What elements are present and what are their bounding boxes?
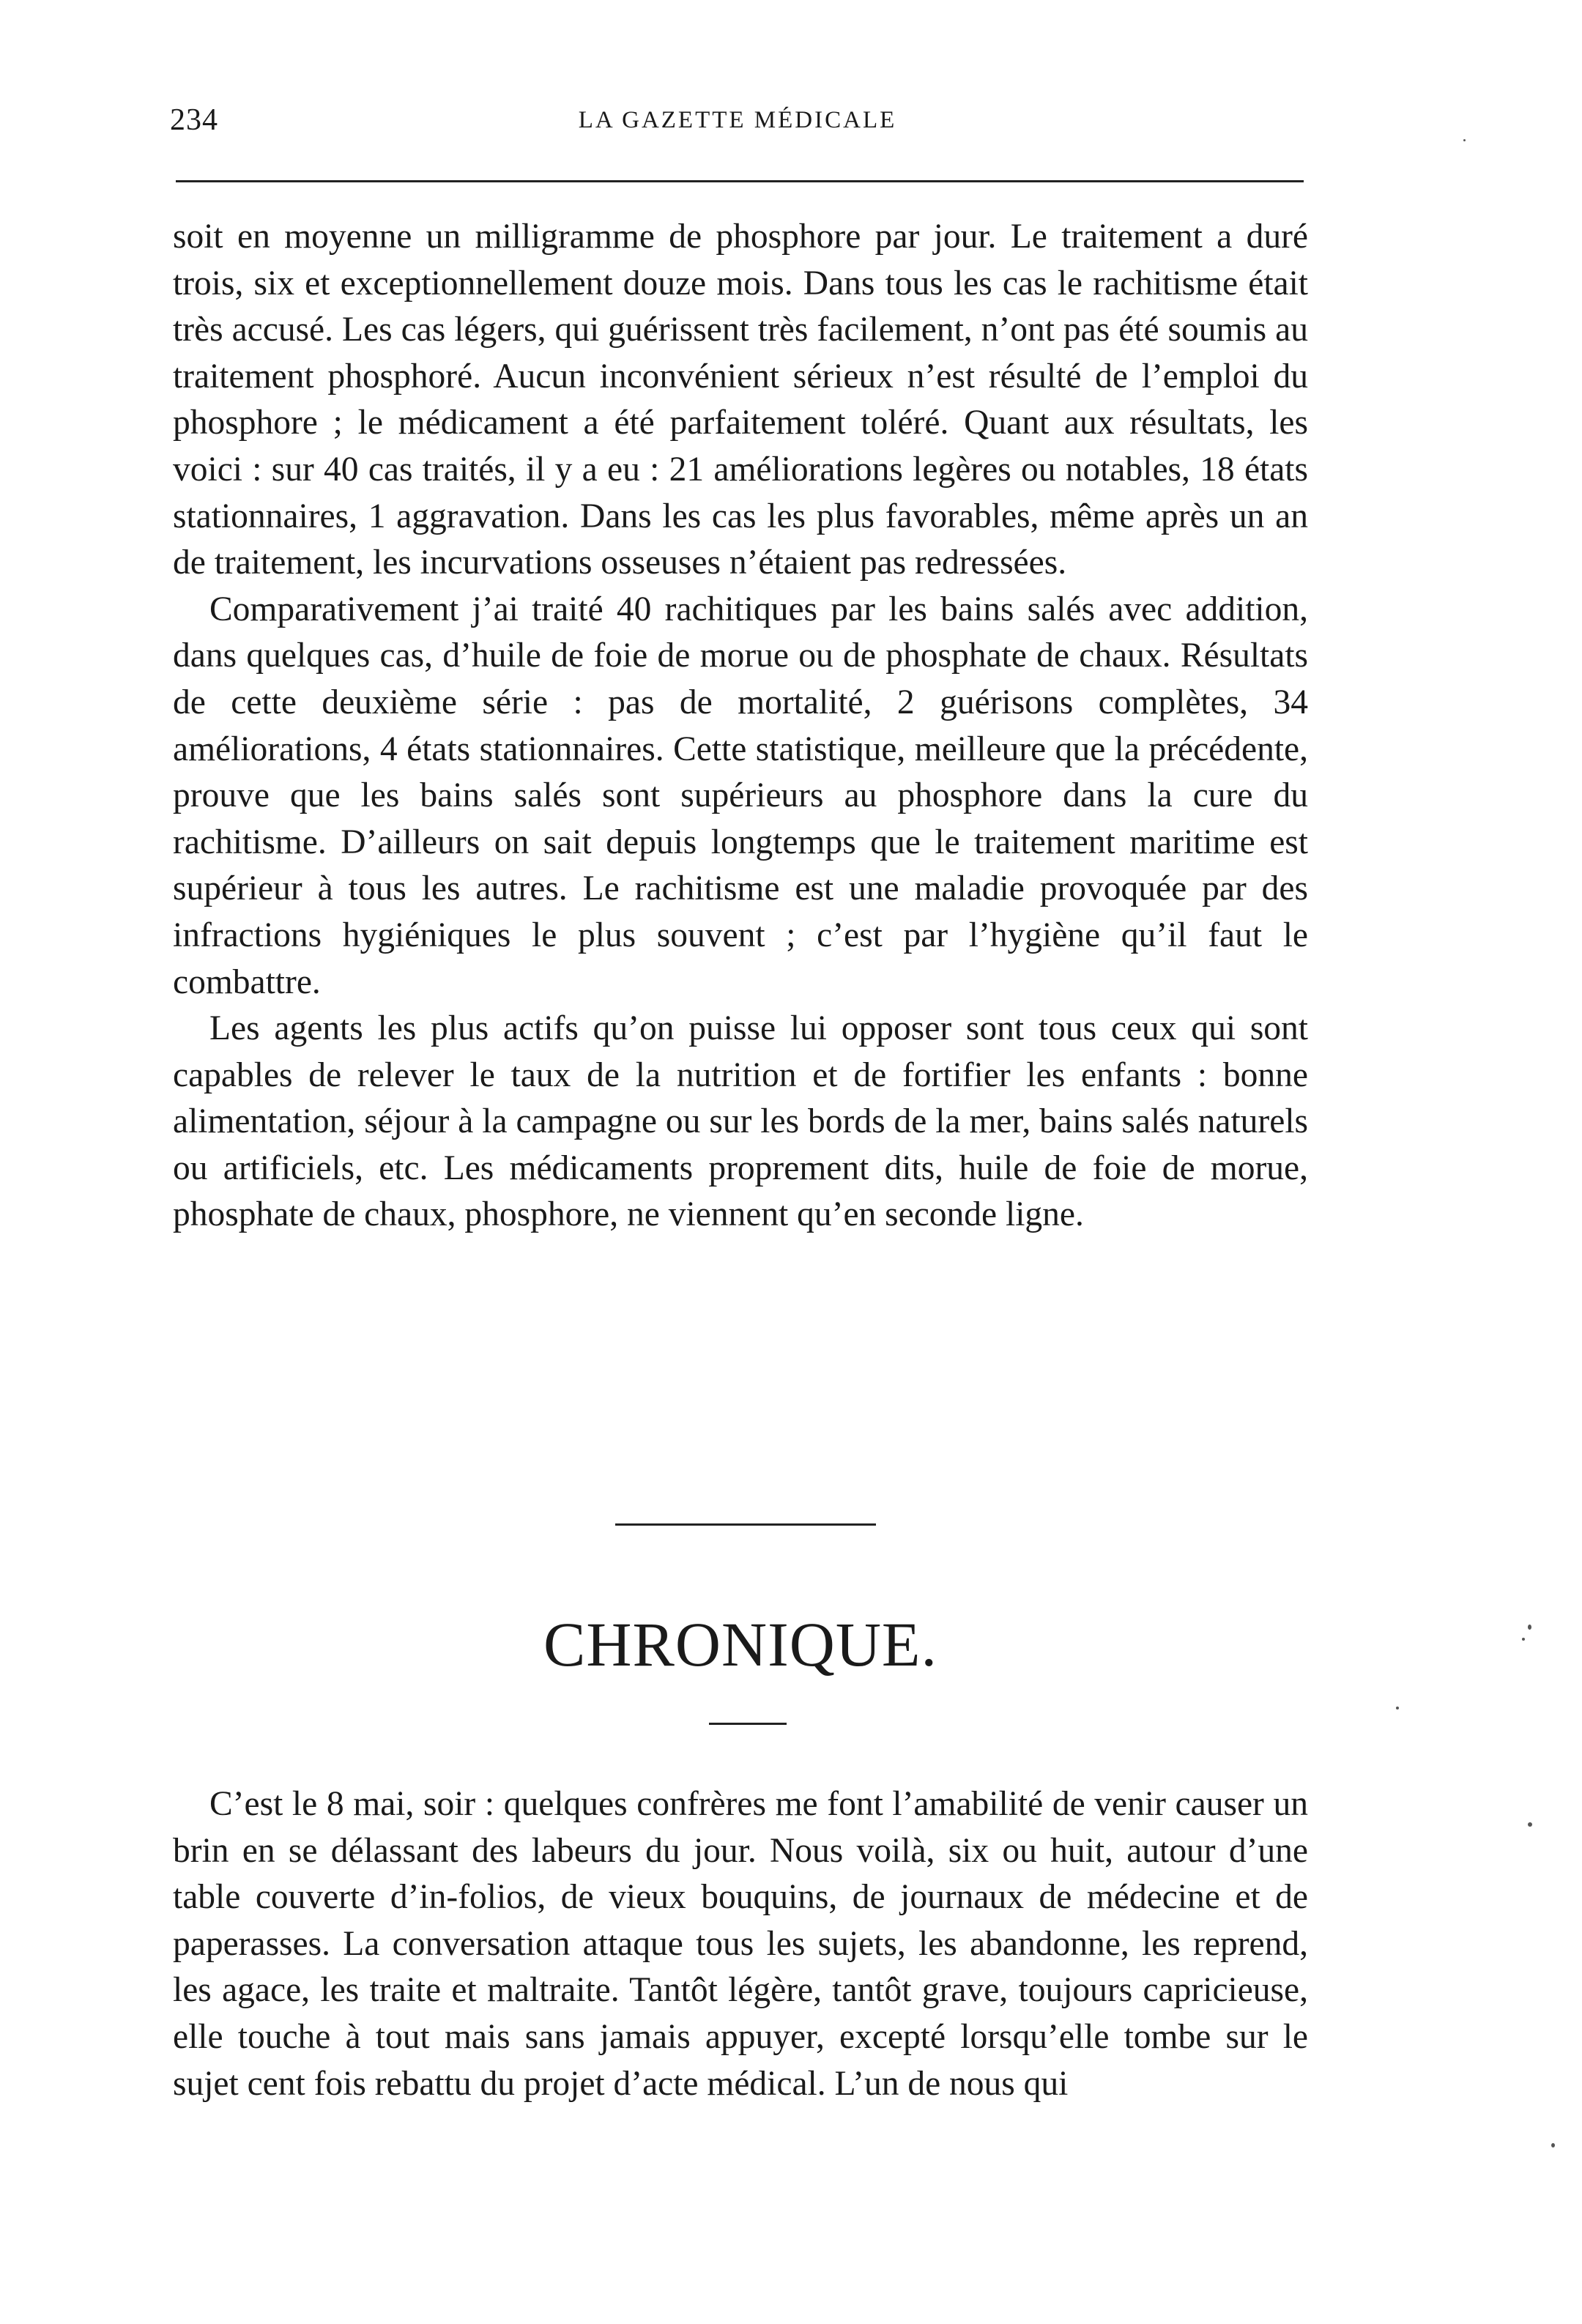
- section-title: CHRONIQUE.: [543, 1609, 937, 1679]
- page-number: 234: [170, 103, 218, 137]
- header-rule: [176, 180, 1304, 182]
- section-divider: [615, 1523, 876, 1526]
- article-continuation: [173, 214, 1308, 1239]
- chronique-text: [173, 1781, 1308, 2107]
- scan-speck: [1463, 139, 1466, 141]
- article-paragraph-3: Les agents les plus actifs qu’on puisse lui opposer sont tous ceux qui sont capables de relever le taux de la nutrition et de fortifier les enfants : bonne alimentation, séjour à la campagne ou sur les bords de la mer, bains salés naturels ou artificiels, etc. Les médicaments proprement dits, huile de foie de morue, phosphate de chaux, phosphore, ne viennent qu’en seconde ligne.: [173, 1009, 1308, 1234]
- page-header: [170, 103, 1305, 146]
- title-underline: [709, 1723, 787, 1725]
- scan-speck: [1528, 1625, 1531, 1630]
- article-paragraph-2: Comparativement j’ai traité 40 rachitiques par les bains salés avec addition, dans quelques cas, d’huile de foie de morue ou de phosphate de chaux. Résultats de cette deuxième série : pas de mortalité, 2 guérisons complètes, 34 améliorations, 4 états stationnaires. Cette statistique, meilleure que la précédente, prouve que les bains salés sont supérieurs au phosphore dans la cure du rachitisme. D’ailleurs on sait depuis longtemps que le traitement maritime est supérieur à tous les autres. Le rachitisme est une maladie provoquée par des infractions hygiéniques le plus souvent ; c’est par l’hygiène qu’il faut le combattre.: [173, 590, 1308, 1001]
- scan-speck: [1522, 1638, 1525, 1641]
- running-head: LA GAZETTE MÉDICALE: [578, 107, 897, 133]
- article-paragraph-1: soit en moyenne un milligramme de phosphore par jour. Le traitement a duré trois, six et exceptionnellement douze mois. Dans tous les cas le rachitisme était très accusé. Les cas légers, qui guérissent très facilement, n’ont pas été soumis au traitement phosphoré. Aucun inconvénient sérieux n’est résulté de l’emploi du phosphore ; le médicament a été parfaitement toléré. Quant aux résultats, les voici : sur 40 cas traités, il y a eu : 21 améliorations legères ou notables, 18 états stationnaires, 1 aggravation. Dans les cas les plus favorables, même après un an de traitement, les incurvations osseuses n’étaient pas redressées.: [173, 218, 1308, 582]
- scan-speck: [1528, 1822, 1532, 1827]
- scan-speck: [1396, 1707, 1399, 1709]
- scan-speck: [1551, 2143, 1555, 2147]
- chronique-paragraph-1: C’est le 8 mai, soir : quelques confrères me font l’amabilité de venir causer un brin en se délassant des labeurs du jour. Nous voilà, six ou huit, autour d’une table couverte d’in-folios, de vieux bouquins, de journaux de médecine et de paperasses. La conversation attaque tous les sujets, les abandonne, les reprend, les agace, les traite et maltraite. Tantôt légère, tantôt grave, toujours capricieuse, elle touche à tout mais sans jamais appuyer, excepté lorsqu’elle tombe sur le sujet cent fois rebattu du projet d’acte médical. L’un de nous qui: [173, 1785, 1308, 2103]
